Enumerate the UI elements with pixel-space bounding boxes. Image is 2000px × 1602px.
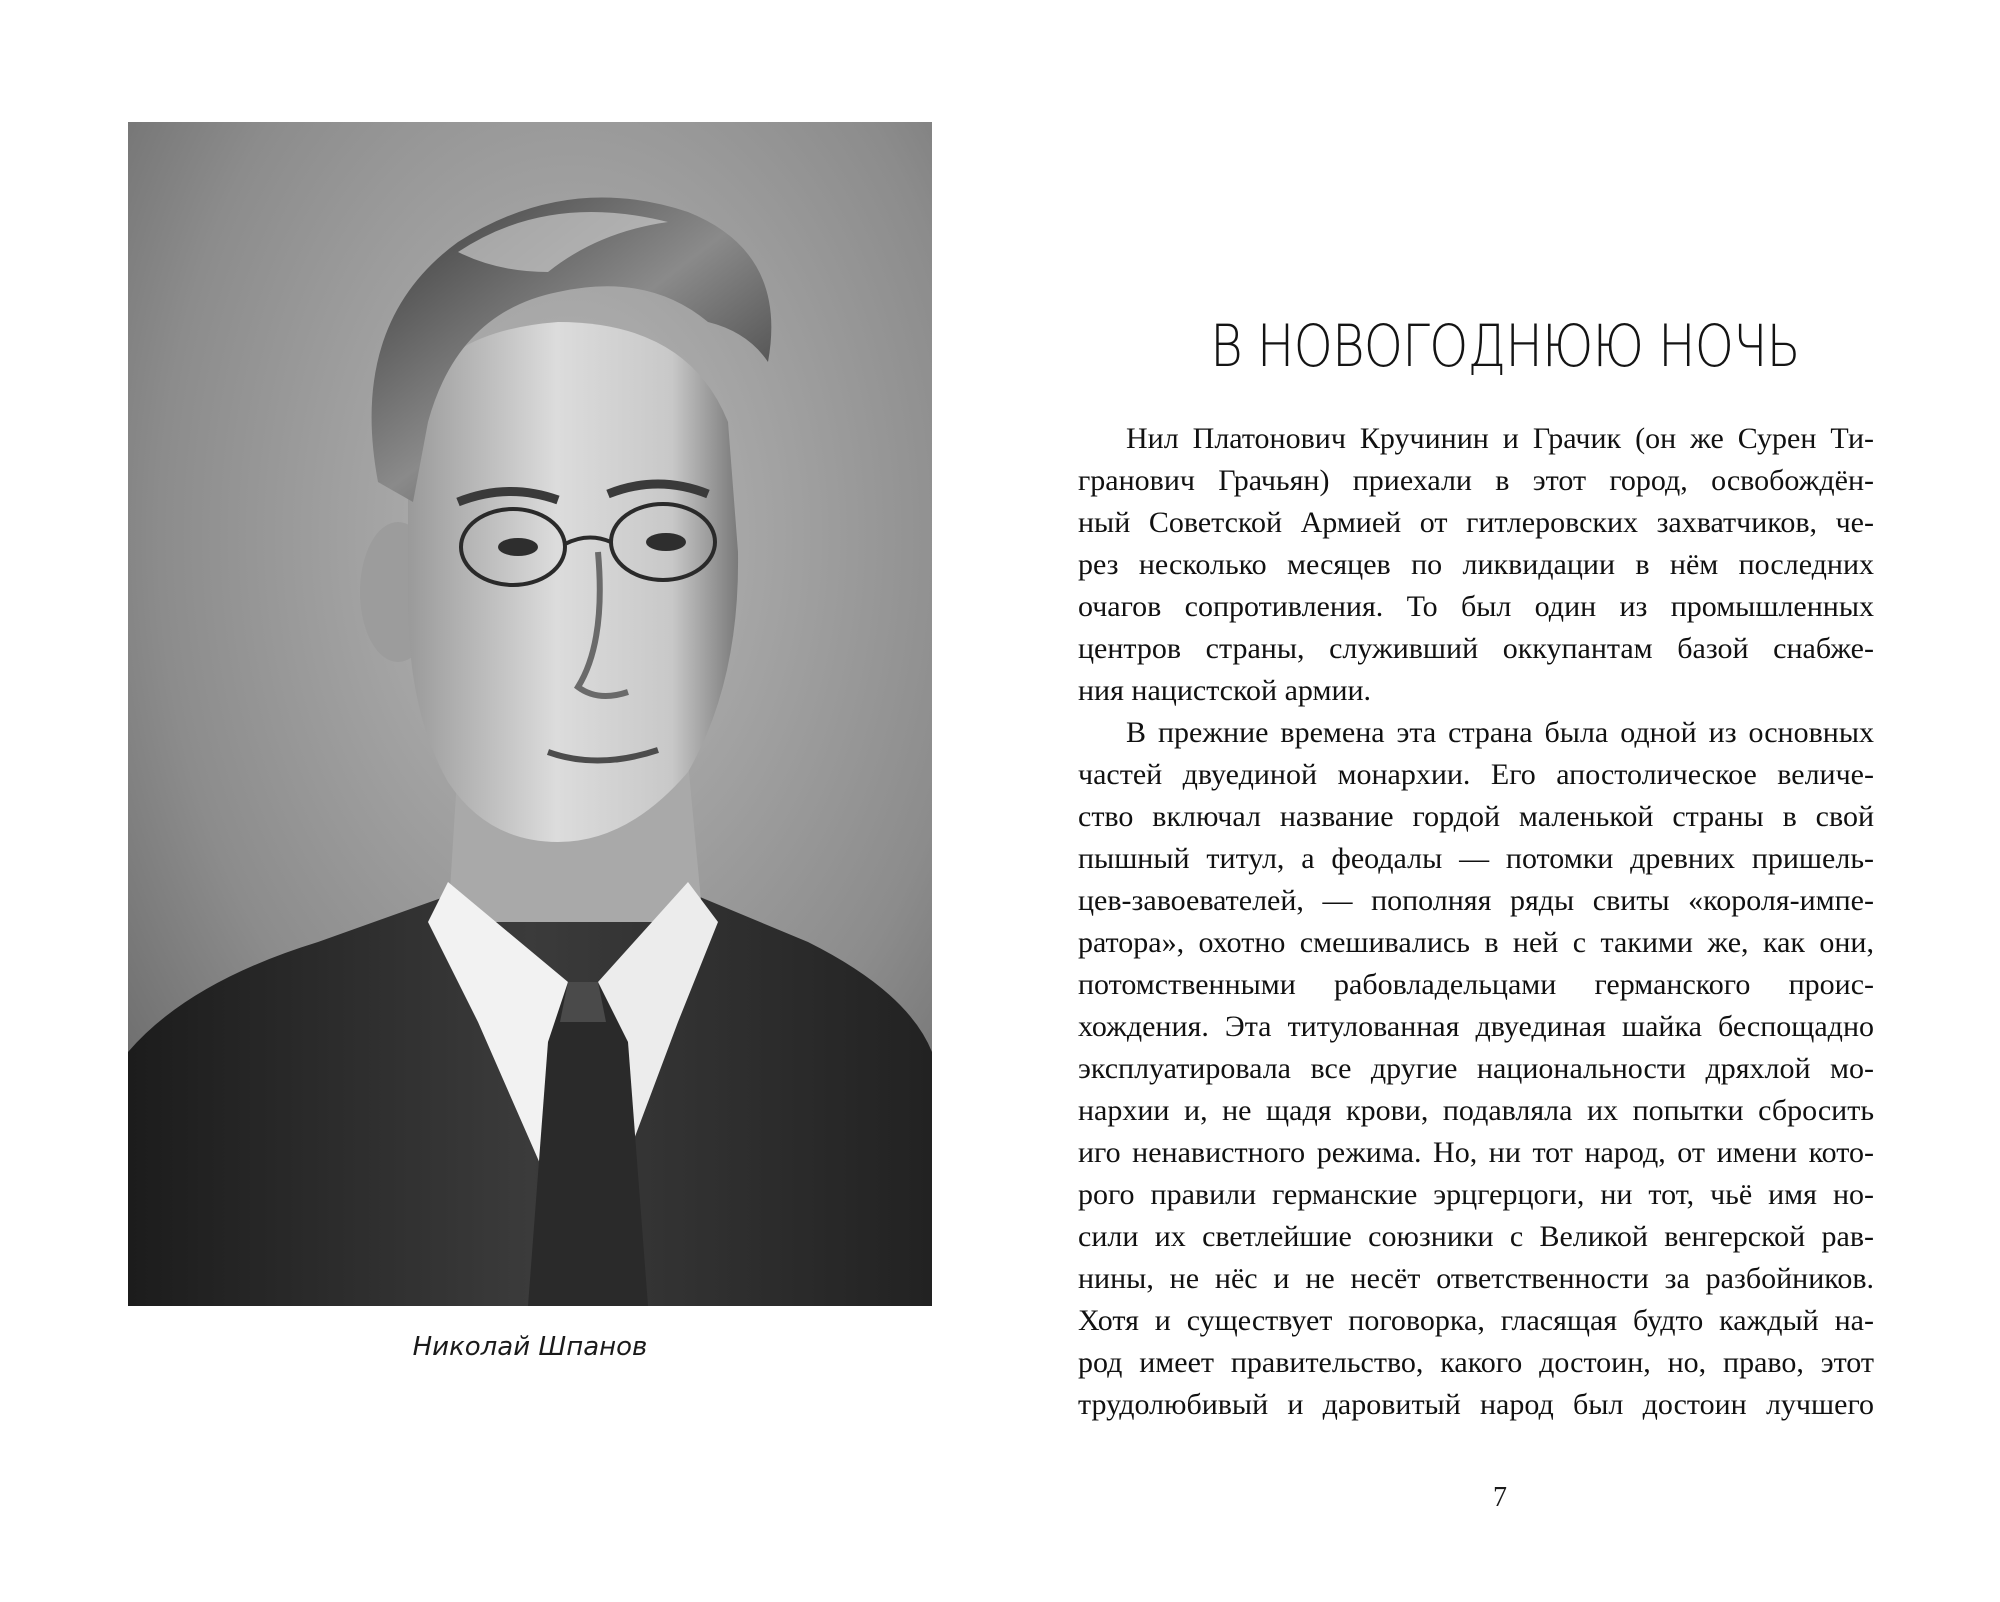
text-line: ратора», охотно смешивались в ней с такими же, как они, (1078, 926, 1874, 959)
text-line: род имеет правительство, какого достоин, но, право, этот (1078, 1346, 1874, 1379)
text-line: сили их светлейшие союзники с Великой венгерской рав- (1078, 1220, 1874, 1253)
text-line: Хотя и существует поговорка, гласящая будто каждый на- (1078, 1304, 1874, 1337)
text-line: центров страны, служивший оккупантам базой снабже- (1078, 632, 1874, 665)
text-line: цев-завоевателей, — пополняя ряды свиты «короля-импе- (1078, 884, 1874, 917)
text-line: В прежние времена эта страна была одной из основных (1126, 716, 1874, 749)
text-line: рез несколько месяцев по ликвидации в нём последних (1078, 548, 1874, 581)
text-line: нины, не нёс и не несёт ответственности за разбойников. (1078, 1262, 1874, 1295)
text-line: трудолюбивый и даровитый народ был достоин лучшего (1078, 1388, 1874, 1421)
body-text (1078, 418, 1874, 1426)
text-line: иго ненавистного режима. Но, ни тот народ, от имени кото- (1078, 1136, 1874, 1169)
page-number: 7 (1493, 1482, 1507, 1513)
portrait-caption: Николай Шпанов (412, 1332, 648, 1362)
text-line: частей двуединой монархии. Его апостолическое величе- (1078, 758, 1874, 791)
text-line: хождения. Эта титулованная двуединая шайка беспощадно (1078, 1010, 1874, 1043)
right-page (1000, 0, 2000, 1602)
text-line: рого правили германские эрцгерцоги, ни тот, чьё имя но- (1078, 1178, 1874, 1211)
text-line: очагов сопротивления. То был один из промышленных (1078, 590, 1874, 623)
text-line: потомственными рабовладельцами германского проис- (1078, 968, 1874, 1001)
paragraph-2 (1078, 712, 1874, 1426)
portrait-photo (128, 122, 932, 1306)
text-line: гранович Грачьян) приехали в этот город, освобождён- (1078, 464, 1874, 497)
text-line: ство включал название гордой маленькой страны в свой (1078, 800, 1874, 833)
portrait-illustration (128, 122, 932, 1306)
text-line: ния нацистской армии. (1078, 674, 1372, 707)
text-line: Нил Платонович Кручинин и Грачик (он же Сурен Ти- (1126, 422, 1874, 455)
text-line: ный Советской Армией от гитлеровских захватчиков, че- (1078, 506, 1874, 539)
text-line: нархии и, не щадя крови, подавляла их попытки сбросить (1078, 1094, 1874, 1127)
text-line: эксплуатировала все другие национальности дряхлой мо- (1078, 1052, 1874, 1085)
chapter-title: В НОВОГОДНЮЮ НОЧЬ (1210, 312, 1800, 380)
text-line: пышный титул, а феодалы — потомки древних пришель- (1078, 842, 1874, 875)
paragraph-1 (1078, 418, 1874, 712)
